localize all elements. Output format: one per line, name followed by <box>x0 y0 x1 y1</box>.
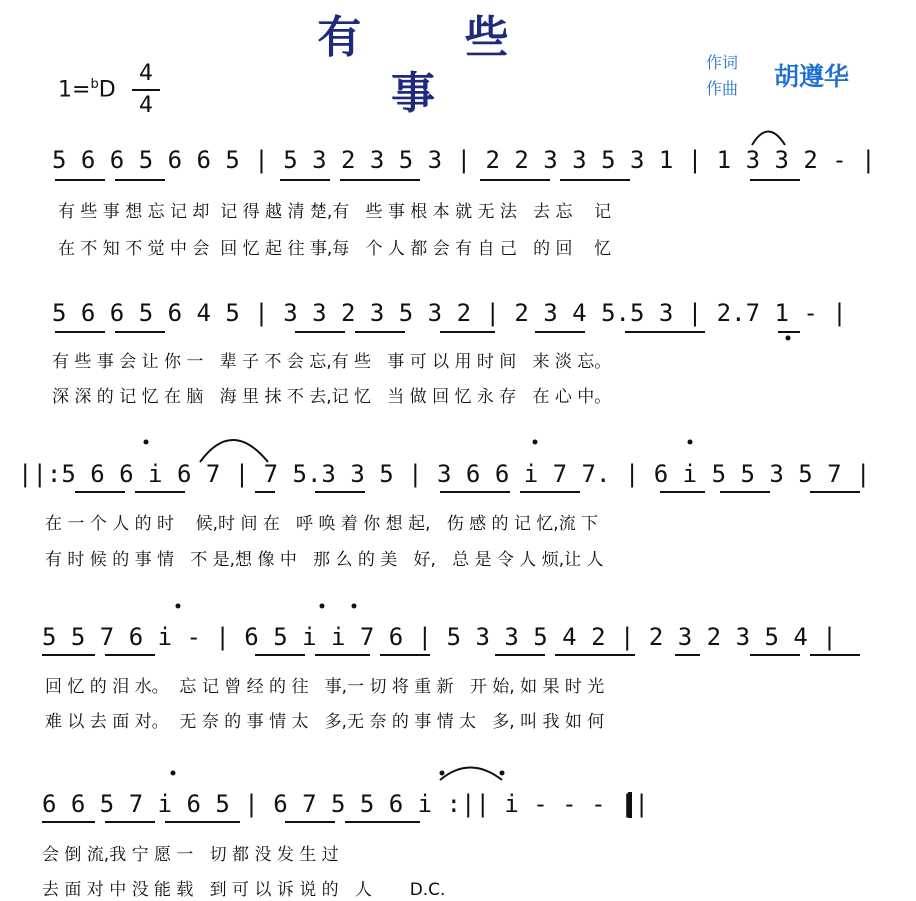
composer-name: 胡遵华 <box>774 62 850 91</box>
octave-dot <box>144 440 149 445</box>
octave-dot <box>440 771 445 776</box>
lyric-verse-1: 会 倒 流,我 宁 愿 一 切 都 没 发 生 过 <box>42 845 339 865</box>
lyric-verse-2: 深 深 的 记 忆 在 脑 海 里 抹 不 去,记 忆 当 做 回 忆 永 存 在 心 中。 <box>52 387 612 407</box>
notes-line: 5 5 7 6 i - | 6 5 i i 7 6 | 5 3 3 5 4 2 | 2 3 2 3 5 4 | <box>42 623 837 651</box>
lyric-verse-2: 难 以 去 面 对。 无 奈 的 事 情 太 多,无 奈 的 事 情 太 多, 叫 我 如 何 <box>45 712 605 732</box>
time-top: 4 <box>139 61 153 86</box>
music-label: 作曲 <box>706 79 739 98</box>
tie-arc <box>440 768 502 781</box>
notes-line: ||:5 6 6 i 6 7 | 7 5.3 3 5 | 3 6 6 i 7 7. | 6 i 5 5 3 5 7 | <box>18 460 871 488</box>
notes-line: 6 6 5 7 i 6 5 | 6 7 5 5 6 i :|| i - - - || <box>42 790 649 818</box>
lyric-verse-1: 有 些 事 会 让 你 一 辈 子 不 会 忘,有 些 事 可 以 用 时 间 来 淡 忘。 <box>52 352 612 372</box>
octave-dot <box>171 771 176 776</box>
tie-arc <box>752 132 785 146</box>
lyric-verse-1: 回 忆 的 泪 水。 忘 记 曾 经 的 往 事,一 切 将 重 新 开 始, 如 果 时 光 <box>45 677 605 697</box>
key-signature: 1=$^b$D <box>58 77 116 103</box>
octave-dot <box>786 336 791 341</box>
octave-dot <box>533 440 538 445</box>
octave-dot <box>500 771 505 776</box>
song-title: 有 些 事 <box>317 12 553 119</box>
lyric-verse-2: 有 时 候 的 事 情 不 是,想 像 中 那 么 的 美 好, 总 是 令 人 烦,让 人 <box>45 550 604 570</box>
octave-dot <box>688 440 693 445</box>
time-bottom: 4 <box>139 93 153 118</box>
lyric-verse-1: 在 一 个 人 的 时 候,时 间 在 呼 唤 着 你 想 起, 伤 感 的 记 忆,流 下 <box>45 514 599 534</box>
octave-dot <box>352 604 357 609</box>
lyric-label: 作词 <box>706 53 739 72</box>
octave-dot <box>320 604 325 609</box>
octave-dot <box>176 604 181 609</box>
lyric-verse-1: 有 些 事 想 忘 记 却 记 得 越 清 楚,有 些 事 根 本 就 无 法 去 忘 记 <box>58 202 612 222</box>
lyric-verse-2: 在 不 知 不 觉 中 会 回 忆 起 往 事,每 个 人 都 会 有 自 己 的 回 忆 <box>58 239 612 259</box>
notes-line: 5 6 6 5 6 6 5 | 5 3 2 3 5 3 | 2 2 3 3 5 3 1 | 1 3 3 2 - | <box>52 146 876 174</box>
lyric-verse-2: 去 面 对 中 没 能 载 到 可 以 诉 说 的 人 D.C. <box>42 880 446 900</box>
notes-line: 5 6 6 5 6 4 5 | 3 3 2 3 5 3 2 | 2 3 4 5.5 3 | 2.7 1 - | <box>52 299 847 327</box>
tie-arc <box>200 440 268 462</box>
